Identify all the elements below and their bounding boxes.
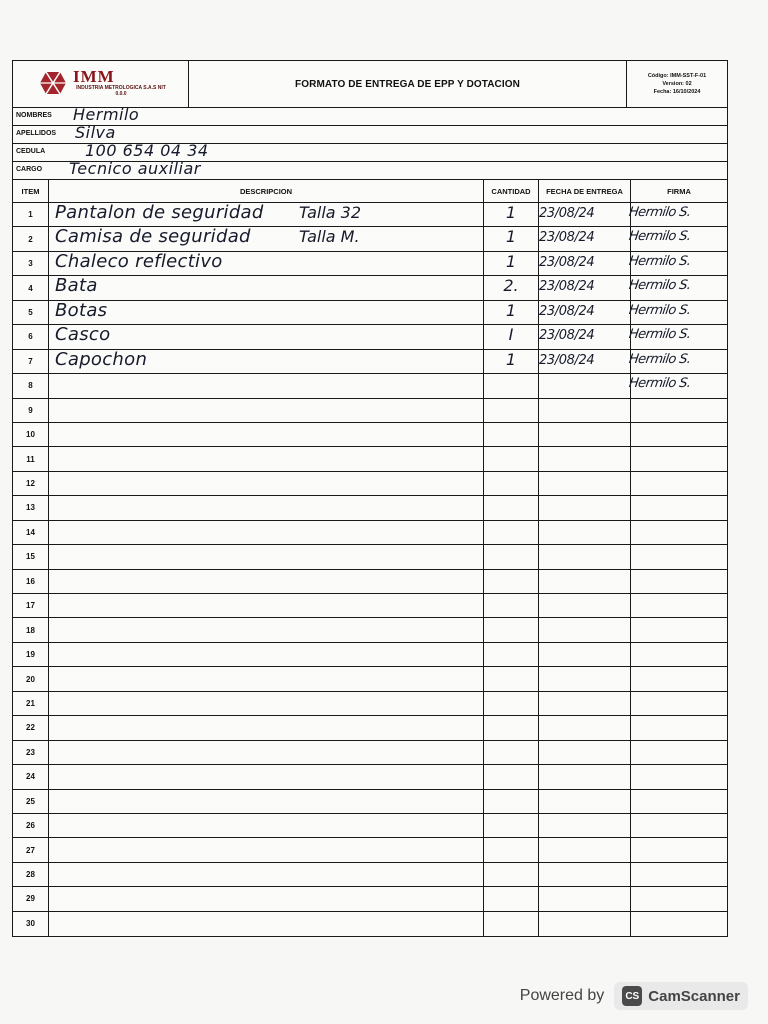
quantity-text: 1	[505, 227, 517, 247]
delivery-date-cell	[539, 423, 631, 446]
fecha: Fecha: 16/10/2024	[653, 89, 701, 95]
item-number: 10	[13, 423, 49, 446]
delivery-date-cell	[539, 399, 631, 422]
description-cell	[49, 521, 484, 544]
table-header	[13, 180, 727, 203]
description-cell	[49, 545, 484, 568]
quantity-cell	[484, 325, 539, 348]
delivery-date-cell	[539, 301, 631, 324]
quantity-cell	[484, 203, 539, 226]
signature-text: Hermilo S.	[627, 278, 692, 294]
delivery-date-cell	[539, 594, 631, 617]
quantity-cell	[484, 276, 539, 299]
form-title: FORMATO DE ENTREGA DE EPP Y DOTACION	[189, 61, 627, 107]
description-cell	[49, 570, 484, 593]
version: Version: 02	[662, 81, 692, 87]
quantity-cell	[484, 741, 539, 764]
camscanner-name: CamScanner	[648, 987, 740, 1005]
signature-cell	[627, 227, 727, 250]
description-text: Chaleco reflectivo	[55, 250, 223, 272]
item-number: 1	[13, 203, 49, 226]
signature-cell	[631, 765, 727, 788]
description-cell	[49, 399, 484, 422]
quantity-cell	[484, 790, 539, 813]
delivery-date-cell	[539, 252, 631, 275]
signature-text: Hermilo S.	[627, 302, 692, 318]
company-logo	[13, 61, 189, 107]
description-text: Bata	[55, 275, 98, 297]
item-number: 25	[13, 790, 49, 813]
delivery-date-cell	[539, 912, 631, 936]
signature-cell	[631, 423, 727, 446]
delivery-date-cell	[539, 692, 631, 715]
item-number: 30	[13, 912, 49, 936]
item-number: 2	[13, 227, 49, 250]
quantity-cell	[484, 545, 539, 568]
item-number: 5	[13, 301, 49, 324]
item-number: 4	[13, 276, 49, 299]
nombres-label: NOMBRES	[16, 112, 52, 119]
quantity-cell	[484, 912, 539, 936]
description-text: Casco	[55, 324, 111, 346]
delivery-date-text: 23/08/24	[539, 206, 595, 221]
quantity-cell	[484, 667, 539, 690]
item-number: 17	[13, 594, 49, 617]
table-row	[13, 618, 727, 642]
table-body	[13, 203, 727, 936]
quantity-cell	[484, 350, 539, 373]
item-number: 14	[13, 521, 49, 544]
quantity-cell	[484, 716, 539, 739]
signature-text: Hermilo S.	[627, 205, 692, 220]
item-number: 13	[13, 496, 49, 519]
delivery-date-cell	[539, 570, 631, 593]
item-number: 26	[13, 814, 49, 837]
item-number: 27	[13, 838, 49, 861]
table-row	[13, 252, 727, 276]
signature-cell	[627, 301, 727, 324]
table-row	[13, 570, 727, 594]
quantity-cell	[484, 594, 539, 617]
table-row	[13, 838, 727, 862]
quantity-cell	[484, 887, 539, 910]
quantity-cell	[484, 301, 539, 324]
description-text: Camisa de seguridad	[55, 226, 251, 248]
nombres-row	[13, 105, 727, 126]
quantity-cell	[484, 374, 539, 397]
signature-text: Hermilo S.	[627, 327, 692, 343]
scanned-sheet	[12, 60, 728, 938]
item-number: 16	[13, 570, 49, 593]
camscanner-logo-icon: CS	[622, 986, 642, 1006]
signature-cell	[631, 667, 727, 690]
description-cell	[49, 838, 484, 861]
description-cell	[49, 594, 484, 617]
description-text: Pantalon de seguridad	[55, 202, 264, 223]
description-cell	[49, 765, 484, 788]
item-number: 21	[13, 692, 49, 715]
item-number: 6	[13, 325, 49, 348]
signature-cell	[627, 203, 727, 226]
delivery-date-cell	[539, 618, 631, 641]
camscanner-badge	[614, 982, 748, 1010]
delivery-date-cell	[539, 521, 631, 544]
apellidos-value: Silva	[75, 123, 116, 142]
item-number: 11	[13, 447, 49, 470]
table-row	[13, 325, 727, 349]
delivery-date-cell	[539, 667, 631, 690]
description-cell	[49, 790, 484, 813]
table-row	[13, 374, 727, 398]
table-row	[13, 667, 727, 691]
signature-cell	[631, 496, 727, 519]
signature-cell	[631, 863, 727, 886]
cargo-value: Tecnico auxiliar	[69, 159, 201, 178]
description-cell	[49, 227, 484, 250]
table-row	[13, 887, 727, 911]
signature-cell	[631, 692, 727, 715]
cedula-label: CEDULA	[16, 148, 46, 155]
description-cell	[49, 692, 484, 715]
header-item: ITEM	[13, 180, 49, 202]
quantity-cell	[484, 570, 539, 593]
delivery-date-cell	[539, 276, 631, 299]
delivery-date-cell	[539, 887, 631, 910]
table-row	[13, 643, 727, 667]
item-number: 29	[13, 887, 49, 910]
item-number: 7	[13, 350, 49, 373]
signature-cell	[627, 325, 727, 348]
delivery-date-cell	[539, 814, 631, 837]
delivery-date-text: 23/08/24	[539, 328, 595, 344]
quantity-cell	[484, 814, 539, 837]
signature-cell	[631, 521, 727, 544]
description-cell	[49, 252, 484, 275]
description-cell	[49, 472, 484, 495]
table-row	[13, 692, 727, 716]
signature-cell	[631, 570, 727, 593]
header-firma: FIRMA	[667, 186, 691, 196]
signature-cell	[631, 887, 727, 910]
quantity-cell	[484, 863, 539, 886]
table-row	[13, 203, 727, 227]
delivery-date-cell	[539, 765, 631, 788]
table-row	[13, 521, 727, 545]
delivery-date-text: 23/08/24	[539, 352, 595, 368]
signature-text: Hermilo S.	[627, 253, 692, 269]
table-row	[13, 350, 727, 374]
description-cell	[49, 301, 484, 324]
description-cell	[49, 423, 484, 446]
table-row	[13, 814, 727, 838]
description-cell	[49, 912, 484, 936]
delivery-date-text: 23/08/24	[539, 230, 595, 246]
quantity-text: 1	[505, 349, 517, 369]
description-text: Capochon	[55, 348, 148, 370]
signature-cell	[631, 399, 727, 422]
signature-cell	[631, 643, 727, 666]
quantity-cell	[484, 643, 539, 666]
description-cell	[49, 643, 484, 666]
table-row	[13, 716, 727, 740]
delivery-date-cell	[539, 325, 631, 348]
signature-cell	[631, 790, 727, 813]
item-number: 15	[13, 545, 49, 568]
signature-cell	[627, 350, 727, 373]
epp-delivery-form	[12, 60, 728, 937]
item-number: 12	[13, 472, 49, 495]
table-row	[13, 447, 727, 471]
description-cell	[49, 863, 484, 886]
logo-subtext: INDUSTRIA METROLOGICA S.A.S NIT 0.0.0	[76, 85, 166, 97]
item-number: 3	[13, 252, 49, 275]
delivery-date-cell	[539, 863, 631, 886]
delivery-date-text: 23/08/24	[539, 303, 595, 319]
signature-cell	[631, 618, 727, 641]
codigo: Código: IMM-SST-F-01	[647, 73, 707, 79]
signature-cell	[631, 594, 727, 617]
quantity-cell	[484, 447, 539, 470]
signature-text: Hermilo S.	[627, 351, 692, 367]
quantity-cell	[484, 227, 539, 250]
table-row	[13, 301, 727, 325]
description-cell	[49, 814, 484, 837]
description-cell	[49, 447, 484, 470]
signature-text: Hermilo S.	[627, 229, 692, 245]
nombres-value: Hermilo	[73, 105, 140, 124]
item-number: 23	[13, 741, 49, 764]
table-row	[13, 741, 727, 765]
signature-cell	[627, 252, 727, 275]
item-number: 22	[13, 716, 49, 739]
quantity-text: 1	[505, 251, 517, 271]
header-descripcion: DESCRIPCION	[49, 180, 484, 202]
signature-cell	[631, 472, 727, 495]
signature-cell	[631, 741, 727, 764]
cargo-row	[13, 159, 727, 180]
item-number: 20	[13, 667, 49, 690]
delivery-date-cell	[539, 838, 631, 861]
delivery-date-cell	[539, 472, 631, 495]
table-row	[13, 790, 727, 814]
apellidos-label: APELLIDOS	[16, 130, 57, 137]
table-row	[13, 227, 727, 251]
camscanner-watermark	[520, 982, 748, 1010]
delivery-date-cell	[539, 203, 631, 226]
table-row	[13, 594, 727, 618]
quantity-cell	[484, 692, 539, 715]
signature-text: Hermilo S.	[627, 376, 692, 392]
form-header	[13, 61, 727, 108]
table-row	[13, 423, 727, 447]
delivery-date-text: 23/08/24	[539, 279, 595, 295]
quantity-cell	[484, 423, 539, 446]
quantity-cell	[484, 496, 539, 519]
signature-cell	[631, 447, 727, 470]
description-cell	[49, 741, 484, 764]
quantity-text: 1	[505, 203, 517, 222]
signature-cell	[631, 716, 727, 739]
cargo-label: CARGO	[16, 166, 43, 173]
table-row	[13, 472, 727, 496]
signature-cell	[627, 374, 727, 397]
item-number: 9	[13, 399, 49, 422]
description-cell	[49, 276, 484, 299]
quantity-cell	[484, 472, 539, 495]
delivery-date-cell	[539, 374, 631, 397]
delivery-date-cell	[539, 790, 631, 813]
delivery-date-cell	[539, 496, 631, 519]
logo-text: IMM	[73, 67, 115, 86]
size-text: Talla 32	[299, 203, 362, 222]
description-cell	[49, 667, 484, 690]
size-text: Talla M.	[299, 227, 360, 247]
description-cell	[49, 496, 484, 519]
signature-cell	[631, 545, 727, 568]
description-cell	[49, 203, 484, 226]
delivery-date-cell	[539, 643, 631, 666]
signature-cell	[631, 838, 727, 861]
table-row	[13, 765, 727, 789]
description-cell	[49, 350, 484, 373]
item-number: 8	[13, 374, 49, 397]
item-number: 18	[13, 618, 49, 641]
quantity-text: I	[508, 325, 514, 345]
delivery-date-cell	[539, 716, 631, 739]
delivery-date-cell	[539, 447, 631, 470]
powered-by-text: Powered by	[519, 987, 605, 1004]
table-row	[13, 545, 727, 569]
item-number: 19	[13, 643, 49, 666]
table-row	[13, 276, 727, 300]
delivery-date-cell	[539, 741, 631, 764]
cedula-value: 100 654 04 34	[85, 141, 209, 160]
quantity-cell	[484, 252, 539, 275]
description-cell	[49, 887, 484, 910]
signature-cell	[631, 814, 727, 837]
quantity-text: 1	[505, 300, 517, 320]
quantity-cell	[484, 618, 539, 641]
table-row	[13, 399, 727, 423]
item-number: 28	[13, 863, 49, 886]
description-cell	[49, 716, 484, 739]
hexagon-logo-icon	[39, 71, 67, 95]
signature-cell	[631, 912, 727, 936]
header-fecha-entrega: FECHA DE ENTREGA	[539, 180, 631, 202]
table-row	[13, 863, 727, 887]
delivery-date-cell	[539, 227, 631, 250]
description-text: Botas	[55, 299, 108, 321]
delivery-date-text: 23/08/24	[539, 254, 595, 270]
description-cell	[49, 325, 484, 348]
table-row	[13, 496, 727, 520]
header-cantidad: CANTIDAD	[484, 180, 539, 202]
signature-cell	[627, 276, 727, 299]
quantity-cell	[484, 838, 539, 861]
delivery-date-cell	[539, 350, 631, 373]
delivery-date-cell	[539, 545, 631, 568]
document-control	[627, 61, 727, 107]
item-number: 24	[13, 765, 49, 788]
description-cell	[49, 618, 484, 641]
description-cell	[49, 374, 484, 397]
quantity-cell	[484, 765, 539, 788]
quantity-cell	[484, 521, 539, 544]
table-row	[13, 912, 727, 936]
quantity-text: 2.	[503, 276, 519, 296]
quantity-cell	[484, 399, 539, 422]
